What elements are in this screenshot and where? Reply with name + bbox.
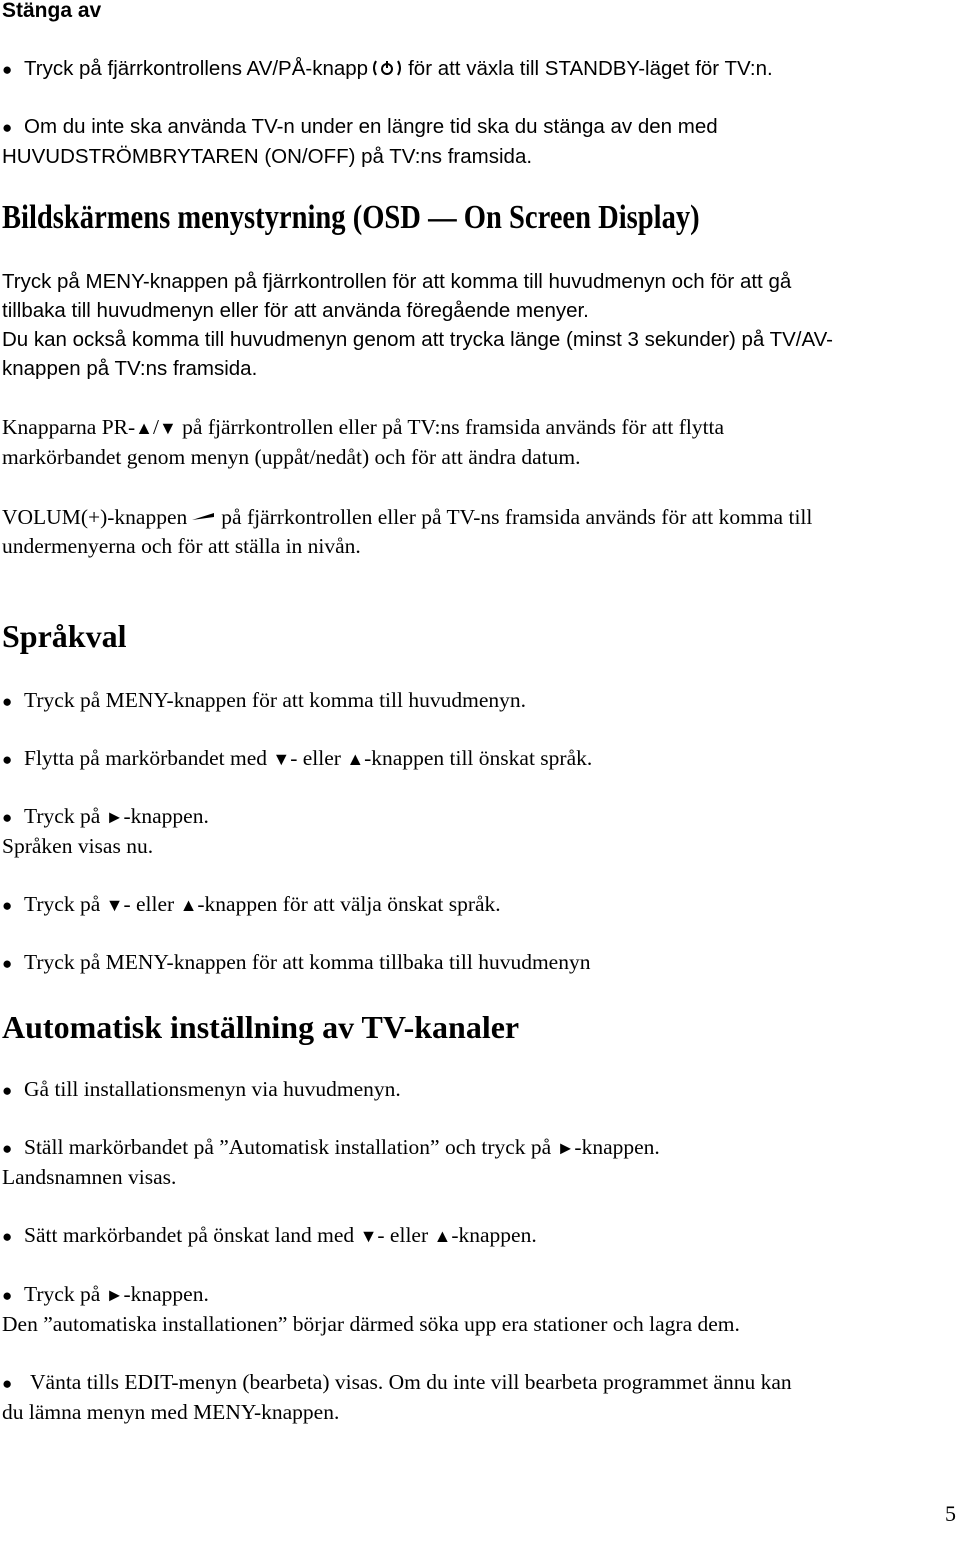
volume-plus-icon (191, 501, 217, 530)
bullet: ● (2, 118, 13, 137)
paragraph (2, 501, 956, 561)
bullet: ● (2, 1139, 13, 1158)
text: knappen på TV:ns framsida. (2, 357, 258, 380)
up-arrow-icon: ▲ (433, 1226, 452, 1246)
right-arrow-icon: ► (105, 807, 124, 827)
text: på fjärrkontrollen eller på TV:ns framsida används för att flytta (182, 415, 725, 439)
list-item (2, 1280, 956, 1339)
list-item (2, 1368, 956, 1427)
text: -knappen. (123, 1282, 209, 1306)
text: -knappen. (123, 804, 209, 828)
text: Tryck på MENY-knappen på fjärrkontrollen för att komma till huvudmenyn och för att gå (2, 270, 792, 293)
right-arrow-icon: ► (556, 1138, 575, 1158)
text: Tryck på (24, 892, 101, 916)
text: på fjärrkontrollen eller på TV-ns framsida används för att komma till (221, 505, 813, 529)
text: Gå till installationsmenyn via huvudmenyn. (24, 1077, 401, 1101)
list-item (2, 948, 956, 978)
text: - eller (377, 1223, 429, 1247)
text: -knappen till önskat språk. (364, 746, 593, 770)
list-item (2, 1133, 956, 1192)
right-arrow-icon: ► (105, 1285, 124, 1305)
down-arrow-icon: ▼ (105, 895, 124, 915)
bullet: ● (2, 1227, 13, 1246)
down-arrow-icon: ▼ (359, 1226, 378, 1246)
text: tillbaka till huvudmenyn eller för att använda föregående menyer. (2, 299, 589, 322)
bullet: ● (2, 692, 13, 711)
bullet: ● (2, 1374, 13, 1393)
up-arrow-icon: ▲ (179, 895, 198, 915)
text: Knapparna PR- (2, 415, 136, 439)
text: VOLUM(+)-knappen (2, 505, 188, 529)
paragraph (2, 267, 956, 383)
text: Vänta tills EDIT-menyn (bearbeta) visas. Om du inte vill bearbeta programmet ännu kan (30, 1370, 792, 1394)
text: HUVUDSTRÖMBRYTAREN (ON/OFF) på TV:ns framsida. (2, 145, 533, 168)
text: för att växla till STANDBY-läget för TV:n. (408, 57, 773, 80)
text: Tryck på (24, 804, 101, 828)
paragraph (2, 413, 956, 472)
text: Sätt markörbandet på önskat land med (24, 1223, 355, 1247)
text: Den ”automatiska installationen” börjar därmed söka upp era stationer och lagra dem. (2, 1312, 740, 1336)
list-item (2, 744, 956, 774)
text: undermenyerna och för att ställa in nivån. (2, 534, 361, 558)
text: Tryck på MENY-knappen för att komma tillbaka till huvudmenyn (24, 950, 591, 974)
section-auto-tuning (2, 1008, 956, 1046)
text: Landsnamnen visas. (2, 1165, 177, 1189)
text: du lämna menyn med MENY-knappen. (2, 1400, 340, 1424)
up-arrow-icon: ▲ (346, 749, 365, 769)
list-item (2, 1221, 956, 1251)
section-title: Bildskärmens menystyrning (OSD — On Screen Display) (2, 199, 700, 236)
text: Tryck på fjärrkontrollens AV/PÅ-knapp (24, 57, 369, 80)
text: / (152, 415, 159, 439)
text: Tryck på (24, 1282, 101, 1306)
power-button-icon (370, 57, 404, 86)
list-item (2, 1075, 956, 1105)
text: Du kan också komma till huvudmenyn genom att trycka länge (minst 3 sekunder) på TV/AV- (2, 328, 834, 351)
text: Flytta på markörbandet med (24, 746, 267, 770)
list-item (2, 890, 956, 920)
list-item (2, 686, 956, 716)
section-osd (2, 198, 956, 238)
text: Ställ markörbandet på ”Automatisk installation” och tryck på (24, 1135, 552, 1159)
text: Språken visas nu. (2, 834, 154, 858)
list-item (2, 802, 956, 861)
text: -knappen. (574, 1135, 660, 1159)
list-item (2, 54, 956, 86)
text: -knappen för att välja önskat språk. (197, 892, 501, 916)
bullet: ● (2, 750, 13, 769)
text: - eller (290, 746, 341, 770)
down-arrow-icon: ▼ (158, 418, 177, 438)
section-turn-off (2, 0, 956, 24)
bullet: ● (2, 896, 13, 915)
page-number: 5 (945, 1501, 956, 1526)
text: markörbandet genom menyn (uppåt/nedåt) och för att ändra datum. (2, 445, 581, 469)
down-arrow-icon: ▼ (272, 749, 291, 769)
section-title: Automatisk inställning av TV-kanaler (2, 1009, 520, 1045)
bullet: ● (2, 60, 13, 79)
section-title: Språkval (2, 618, 127, 654)
text: Om du inte ska använda TV-n under en längre tid ska du stänga av den med (24, 115, 718, 138)
list-item (2, 112, 956, 171)
text: - eller (123, 892, 175, 916)
bullet: ● (2, 1081, 13, 1100)
section-title: Stänga av (2, 0, 102, 22)
bullet: ● (2, 808, 13, 827)
bullet: ● (2, 954, 13, 973)
section-language (2, 617, 956, 655)
text: -knappen. (451, 1223, 537, 1247)
up-arrow-icon: ▲ (135, 418, 153, 438)
text: Tryck på MENY-knappen för att komma till huvudmenyn. (24, 688, 526, 712)
bullet: ● (2, 1286, 13, 1305)
